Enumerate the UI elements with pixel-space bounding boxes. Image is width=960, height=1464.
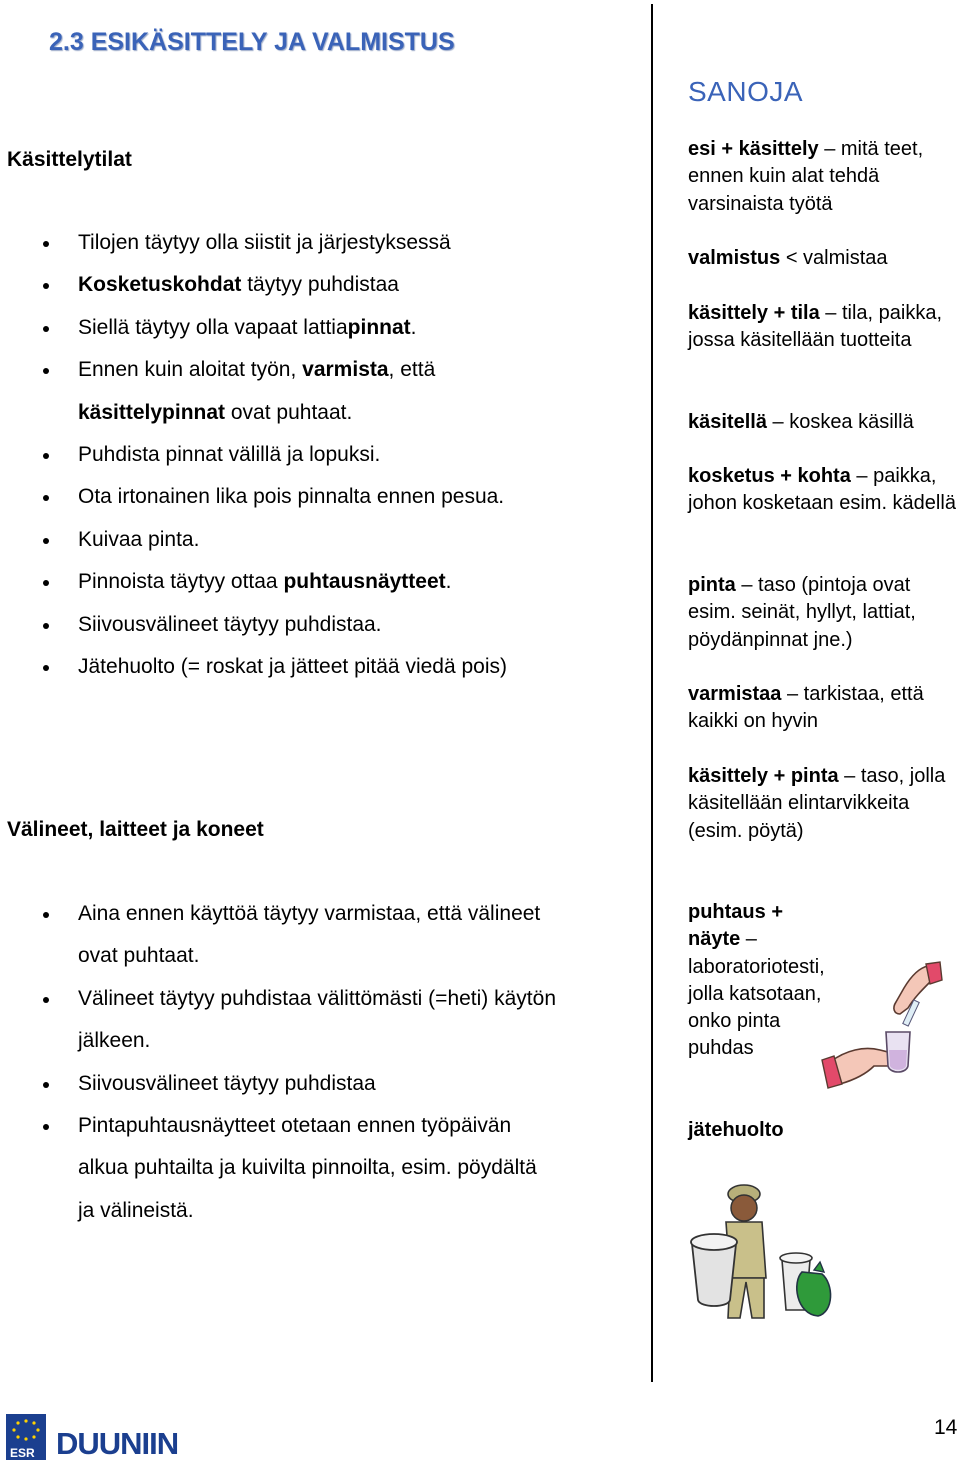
glossary-term: käsittely + tila: [688, 302, 820, 324]
section-heading-kasittelytilat: Käsittelytilat: [7, 148, 132, 171]
list-item: ovat puhtaat.: [78, 944, 200, 968]
glossary-entry: [688, 463, 960, 518]
glossary-entry: [688, 899, 838, 1063]
list-item: Ennen kuin aloitat työn, varmista, että: [0, 349, 640, 391]
glossary-term: varmistaa: [688, 683, 782, 705]
glossary-entry: [688, 681, 960, 736]
page-number: 14: [934, 1416, 958, 1439]
list-item: ja välineistä.: [78, 1198, 194, 1222]
glossary-definition: – tarkistaa, että kaikki on hyvin: [688, 683, 924, 733]
list-item: Siivousvälineet täytyy puhdistaa.: [0, 604, 640, 646]
glossary-entry: [688, 409, 960, 436]
list-item: Siellä täytyy olla vapaat lattiapinnat.: [0, 307, 640, 349]
glossary-definition: – paikka, johon kosketaan esim. kädellä: [688, 465, 956, 515]
list-item: Ota irtonainen lika pois pinnalta ennen pesua.: [0, 476, 640, 518]
glossary-term: valmistus: [688, 247, 781, 269]
list-item: Välineet täytyy puhdistaa välittömästi (=heti) käytön: [0, 978, 640, 1020]
column-divider: [651, 4, 653, 1382]
list-item: käsittelypinnat ovat puhtaat.: [78, 400, 353, 424]
section-heading-valineet: Välineet, laitteet ja koneet: [7, 818, 264, 841]
glossary-definition: – taso (pintoja ovat esim. seinät, hyllyt, lattiat, pöydänpinnat jne.): [688, 574, 916, 651]
glossary-term: pinta: [688, 574, 736, 596]
glossary-term: kosketus + kohta: [688, 465, 851, 487]
valineet-list: [0, 893, 640, 1232]
kasittelytilat-list: [0, 222, 640, 688]
esr-text: ESR: [10, 1446, 35, 1460]
glossary-definition: – taso, jolla käsitellään elintarvikkeita (esim. pöytä): [688, 765, 946, 842]
glossary-term: puhtaus + näyte: [688, 901, 784, 951]
glossary-definition: < valmistaa: [780, 247, 888, 269]
page-title: 2.3 ESIKÄSITTELY JA VALMISTUS: [49, 28, 455, 56]
glossary-entry: [688, 245, 960, 272]
list-item: alkua puhtailta ja kuivilta pinnoilta, esim. pöydältä: [78, 1156, 537, 1180]
list-item: Kuivaa pinta.: [0, 519, 640, 561]
list-item: Kosketuskohdat täytyy puhdistaa: [0, 264, 640, 306]
glossary-entry: [688, 572, 960, 654]
hands-test-tube-illustration: [818, 958, 946, 1100]
glossary-term: esi + käsittely: [688, 138, 819, 160]
list-item: Pinnoista täytyy ottaa puhtausnäytteet.: [0, 561, 640, 603]
list-item: Puhdista pinnat välillä ja lopuksi.: [0, 434, 640, 476]
list-item: Jätehuolto (= roskat ja jätteet pitää viedä pois): [0, 646, 640, 688]
glossary-entry: [688, 136, 960, 218]
glossary-definition: – mitä teet, ennen kuin alat tehdä varsinaista työtä: [688, 138, 924, 215]
duuniin-text: DUUNIIN: [56, 1426, 179, 1461]
glossary-definition: – tila, paikka, jossa käsitellään tuotteita: [688, 302, 943, 352]
list-item: Tilojen täytyy olla siistit ja järjestyksessä: [0, 222, 640, 264]
glossary-term: jätehuolto: [688, 1119, 784, 1141]
glossary-definition: – koskea käsillä: [766, 411, 914, 433]
waste-worker-illustration: [686, 1178, 834, 1330]
list-item: Pintapuhtausnäytteet otetaan ennen työpäivän: [0, 1105, 640, 1147]
glossary-entry: [688, 1117, 960, 1144]
glossary-entry: [688, 763, 960, 845]
list-item: jälkeen.: [78, 1029, 151, 1053]
list-item: Aina ennen käyttöä täytyy varmistaa, että välineet: [0, 893, 640, 935]
glossary-term: käsitellä: [688, 411, 767, 433]
glossary-entry: [688, 300, 960, 355]
glossary-term: käsittely + pinta: [688, 765, 839, 787]
list-item: Siivousvälineet täytyy puhdistaa: [0, 1063, 640, 1105]
sanoja-heading: SANOJA: [688, 76, 804, 107]
duuniin-logo: [6, 1412, 202, 1462]
glossary-definition: – laboratoriotesti, jolla katsotaan, onko pinta puhdas: [688, 928, 825, 1060]
